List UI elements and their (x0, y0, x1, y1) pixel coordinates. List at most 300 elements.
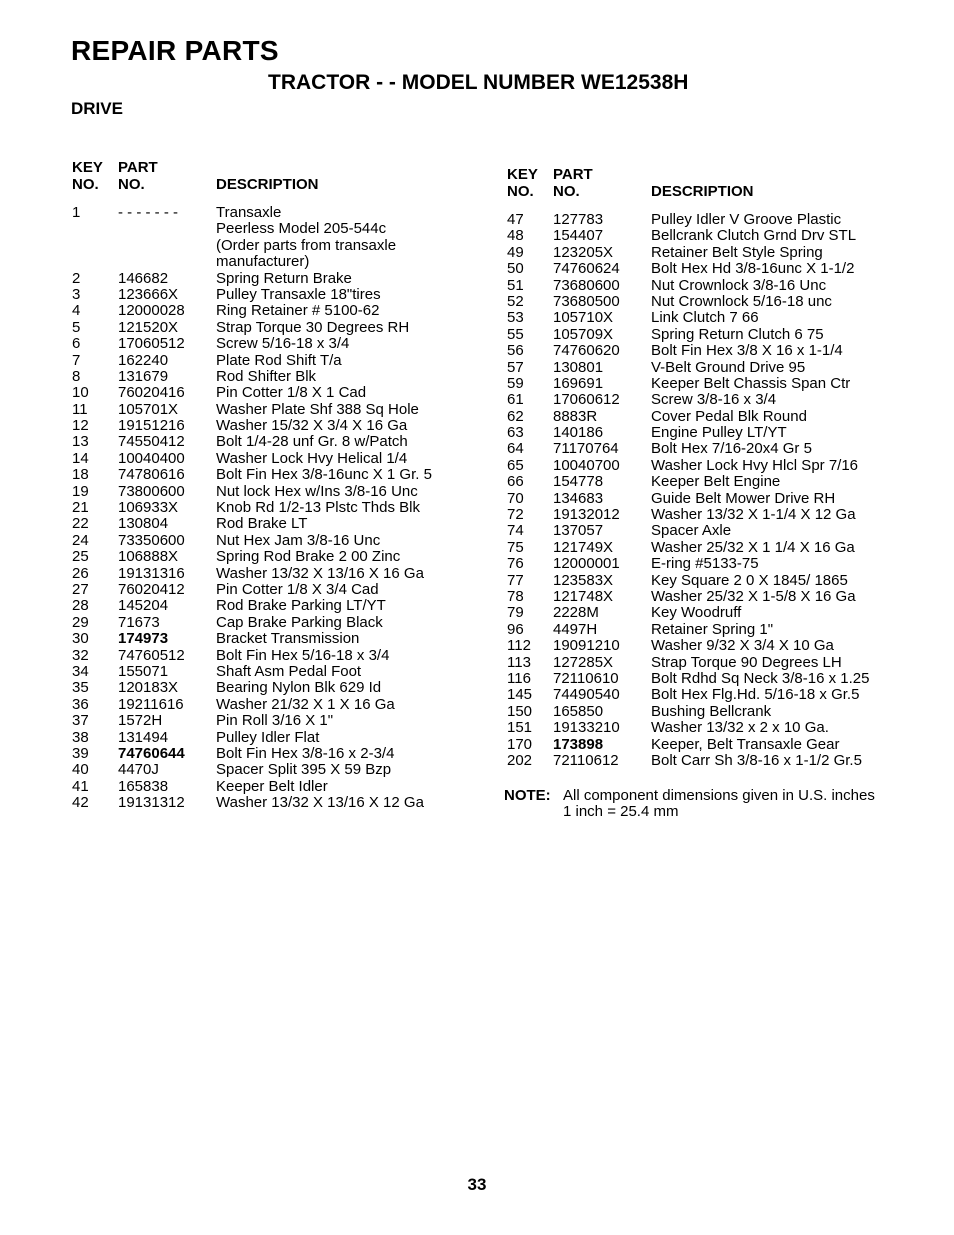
key-number: 113 (507, 653, 531, 671)
table-row (72, 533, 452, 549)
part-number: 165838 (118, 777, 169, 795)
part-description: Nut Hex Jam 3/8-16 Unc (216, 531, 381, 549)
part-number: 121520X (118, 318, 179, 336)
part-description: Bolt Fin Hex 3/8-16unc X 1 Gr. 5 (216, 466, 432, 484)
table-row (72, 418, 452, 434)
key-number: 3 (72, 285, 81, 303)
part-description: Pulley Idler Flat (216, 728, 320, 746)
key-number: 14 (72, 449, 89, 467)
key-number: 26 (72, 564, 89, 582)
table-row (72, 746, 452, 762)
key-number: 38 (72, 728, 89, 746)
part-number: 74550412 (118, 433, 185, 451)
table-row (507, 622, 907, 638)
part-number: 162240 (118, 351, 169, 369)
table-row (507, 687, 907, 703)
key-number: 63 (507, 424, 524, 442)
key-number: 51 (507, 276, 524, 294)
part-number: 72110612 (553, 751, 619, 769)
part-description: Bolt Hex Hd 3/8-16unc X 1-1/2 (651, 260, 855, 278)
table-row (72, 795, 452, 811)
key-number: 28 (72, 597, 89, 615)
key-number: 30 (72, 630, 89, 648)
key-no-header-line1: KEY (507, 166, 538, 183)
key-number: 13 (72, 433, 89, 451)
table-row (72, 697, 452, 713)
table-row (507, 360, 907, 376)
key-number: 1 (72, 204, 81, 221)
part-number: 4497H (553, 620, 598, 638)
table-header (72, 159, 452, 193)
part-description: Bolt 1/4-28 unf Gr. 8 w/Patch (216, 433, 408, 451)
table-row (72, 648, 452, 664)
part-description: Bolt Fin Hex 3/8-16 x 2-3/4 (216, 744, 395, 762)
table-row (72, 320, 452, 336)
key-number: 11 (72, 400, 88, 418)
part-description: Washer 21/32 X 1 X 16 Ga (216, 695, 395, 713)
part-description: Transaxle (216, 204, 282, 221)
table-row (72, 615, 452, 631)
part-description: Washer Plate Shf 388 Sq Hole (216, 400, 419, 418)
key-number: 57 (507, 358, 524, 376)
part-description: Ring Retainer # 5100-62 (216, 302, 380, 320)
key-number: 96 (507, 620, 524, 638)
key-number: 42 (72, 794, 89, 812)
part-description: Keeper Belt Idler (216, 777, 328, 795)
part-description: Screw 3/8-16 x 3/4 (651, 391, 777, 409)
table-row (72, 549, 452, 565)
table-row (72, 484, 452, 500)
key-number: 35 (72, 679, 89, 697)
table-row (507, 441, 907, 457)
part-number: 134683 (553, 489, 604, 507)
table-row (507, 753, 907, 769)
note-line-1: All component dimensions given in U.S. inches (563, 787, 875, 804)
part-description: manufacturer) (216, 253, 310, 271)
part-number: 123583X (553, 571, 614, 589)
table-row (72, 762, 452, 778)
table-row (72, 303, 452, 319)
part-description: Washer Lock Hvy Helical 1/4 (216, 449, 408, 467)
key-number: 62 (507, 407, 524, 425)
part-number: 123666X (118, 285, 179, 303)
part-description: Retainer Spring 1" (651, 620, 774, 638)
key-number: 39 (72, 744, 89, 762)
part-number: 145204 (118, 597, 169, 615)
part-description: Cover Pedal Blk Round (651, 407, 807, 425)
key-number: 24 (72, 531, 89, 549)
key-number: 116 (507, 669, 531, 687)
part-description: Washer Lock Hvy Hlcl Spr 7/16 (651, 456, 859, 474)
table-row (72, 238, 452, 254)
part-number: 76020412 (118, 580, 185, 598)
part-number: 74760644 (118, 744, 185, 762)
part-description: Bolt Hex 7/16-20x4 Gr 5 (651, 440, 812, 458)
part-description: Spring Return Clutch 6 75 (651, 325, 824, 343)
part-number: 174973 (118, 630, 169, 648)
table-row (72, 467, 452, 483)
key-number: 37 (72, 712, 89, 730)
part-number: 105701X (118, 400, 179, 418)
part-description: Bolt Carr Sh 3/8-16 x 1-1/2 Gr.5 (651, 751, 862, 769)
part-description: Cap Brake Parking Black (216, 613, 383, 631)
table-row (507, 294, 907, 310)
table-row (507, 605, 907, 621)
part-number: 155071 (118, 662, 169, 680)
part-number: 123205X (553, 243, 614, 261)
key-number: 10 (72, 384, 89, 402)
part-number: 1572H (118, 712, 163, 730)
part-number: 121749X (553, 538, 614, 556)
table-row (72, 680, 452, 696)
table-row (72, 287, 452, 303)
table-row (72, 353, 452, 369)
part-description: E-ring #5133-75 (651, 555, 759, 573)
table-header (507, 166, 907, 200)
part-number: 72110610 (553, 669, 619, 687)
part-number: 12000028 (118, 302, 185, 320)
part-no-header-line1: PART (553, 166, 593, 183)
part-description: Keeper Belt Engine (651, 473, 781, 491)
part-description: (Order parts from transaxle (216, 236, 397, 254)
key-number: 50 (507, 260, 524, 278)
part-number: 74760512 (118, 646, 185, 664)
table-row (507, 737, 907, 753)
part-number: 2228M (553, 604, 599, 622)
part-description: Washer 13/32 X 13/16 X 16 Ga (216, 564, 424, 582)
key-number: 52 (507, 292, 524, 310)
part-number: 74780616 (118, 466, 185, 484)
part-number: 130804 (118, 515, 169, 533)
table-row (72, 713, 452, 729)
key-number: 22 (72, 515, 89, 533)
part-description: Strap Torque 30 Degrees RH (216, 318, 410, 336)
key-number: 8 (72, 367, 81, 385)
table-row (72, 779, 452, 795)
part-description: Washer 13/32 x 2 x 10 Ga. (651, 719, 829, 737)
part-description: Plate Rod Shift T/a (216, 351, 342, 369)
part-description: Washer 13/32 X 1-1/4 X 12 Ga (651, 506, 856, 524)
key-number: 151 (507, 719, 533, 737)
part-number: 17060512 (118, 335, 185, 353)
part-description: Peerless Model 205-544c (216, 220, 387, 238)
key-number: 21 (72, 499, 89, 517)
section-heading: DRIVE (71, 99, 123, 118)
key-number: 34 (72, 662, 89, 680)
part-number: 154407 (553, 227, 604, 245)
table-row (72, 271, 452, 287)
key-number: 170 (507, 735, 533, 753)
part-number: 130801 (553, 358, 604, 376)
part-description: Rod Brake LT (216, 515, 308, 533)
table-row (72, 402, 452, 418)
key-no-header-line2: NO. (507, 183, 534, 200)
part-description: Washer 15/32 X 3/4 X 16 Ga (216, 417, 408, 435)
key-number: 70 (507, 489, 524, 507)
table-row (507, 507, 907, 523)
part-description: V-Belt Ground Drive 95 (651, 358, 806, 376)
part-no-header-line2: NO. (553, 183, 580, 200)
key-no-header-line2: NO. (72, 176, 99, 193)
parts-table-left (72, 159, 452, 811)
part-number: 76020416 (118, 384, 185, 402)
part-number: 154778 (553, 473, 604, 491)
part-description: Bearing Nylon Blk 629 Id (216, 679, 382, 697)
description-header: DESCRIPTION (651, 183, 754, 200)
table-row (507, 376, 907, 392)
key-number: 12 (72, 417, 89, 435)
key-number: 19 (72, 482, 89, 500)
table-row (507, 458, 907, 474)
key-number: 53 (507, 309, 524, 327)
model-subtitle: TRACTOR - - MODEL NUMBER WE12538H (268, 71, 689, 94)
part-number: 131679 (118, 367, 169, 385)
part-number: 4470J (118, 761, 159, 779)
key-number: 78 (507, 587, 524, 605)
part-number: 71673 (118, 613, 160, 631)
part-description: Pin Roll 3/16 X 1" (216, 712, 334, 730)
part-description: Rod Brake Parking LT/YT (216, 597, 386, 615)
table-row (72, 582, 452, 598)
part-description: Spacer Axle (651, 522, 732, 540)
table-row (507, 589, 907, 605)
part-description: Nut lock Hex w/Ins 3/8-16 Unc (216, 482, 418, 500)
table-row (72, 500, 452, 516)
part-description: Guide Belt Mower Drive RH (651, 489, 836, 507)
table-row (507, 310, 907, 326)
key-number: 74 (507, 522, 524, 540)
part-description: Pulley Transaxle 18"tires (216, 285, 381, 303)
table-row (72, 205, 452, 221)
part-description: Pin Cotter 1/8 X 1 Cad (216, 384, 367, 402)
table-row (507, 523, 907, 539)
table-row (507, 343, 907, 359)
table-row (507, 425, 907, 441)
part-number: 17060612 (553, 391, 620, 409)
table-row (507, 638, 907, 654)
key-number: 79 (507, 604, 524, 622)
part-number: 71170764 (553, 440, 619, 458)
table-row (72, 254, 452, 270)
part-description: Retainer Belt Style Spring (651, 243, 823, 261)
part-number: 73350600 (118, 531, 185, 549)
table-row (507, 573, 907, 589)
key-number: 55 (507, 325, 524, 343)
key-number: 202 (507, 751, 533, 769)
part-description: Keeper, Belt Transaxle Gear (651, 735, 840, 753)
table-row (507, 491, 907, 507)
part-number: 10040700 (553, 456, 620, 474)
part-number: 140186 (553, 424, 604, 442)
part-description: Spring Rod Brake 2 00 Zinc (216, 548, 401, 566)
part-description: Strap Torque 90 Degrees LH (651, 653, 842, 671)
part-number: 19151216 (118, 417, 185, 435)
part-number: 105709X (553, 325, 614, 343)
key-number: 36 (72, 695, 89, 713)
part-number: 137057 (553, 522, 604, 540)
part-description: Washer 13/32 X 13/16 X 12 Ga (216, 794, 424, 812)
part-number: 105710X (553, 309, 614, 327)
table-row (72, 631, 452, 647)
key-number: 41 (72, 777, 89, 795)
key-number: 25 (72, 548, 89, 566)
part-description: Washer 25/32 X 1-5/8 X 16 Ga (651, 587, 856, 605)
table-row (72, 385, 452, 401)
key-number: 47 (507, 211, 524, 228)
key-number: 27 (72, 580, 89, 598)
parts-table-right (507, 166, 907, 769)
table-row (507, 556, 907, 572)
key-number: 150 (507, 702, 533, 720)
table-row (72, 336, 452, 352)
part-description: Keeper Belt Chassis Span Ctr (651, 374, 851, 392)
key-number: 61 (507, 391, 524, 409)
table-row (507, 540, 907, 556)
part-description: Washer 9/32 X 3/4 X 10 Ga (651, 637, 834, 655)
page-number: 33 (467, 1175, 487, 1194)
key-number: 66 (507, 473, 524, 491)
part-description: Bolt Fin Hex 3/8 X 16 x 1-1/4 (651, 342, 843, 360)
part-no-header-line2: NO. (118, 176, 145, 193)
part-description: Pulley Idler V Groove Plastic (651, 211, 842, 228)
key-no-header-line1: KEY (72, 159, 103, 176)
key-number: 18 (72, 466, 89, 484)
part-number: 165850 (553, 702, 604, 720)
part-description: Spacer Split 395 X 59 Bzp (216, 761, 392, 779)
key-number: 7 (72, 351, 81, 369)
part-description: Washer 25/32 X 1 1/4 X 16 Ga (651, 538, 855, 556)
part-description: Nut Crownlock 5/16-18 unc (651, 292, 832, 310)
part-description: Link Clutch 7 66 (651, 309, 759, 327)
part-description: Bolt Rdhd Sq Neck 3/8-16 x 1.25 (651, 669, 870, 687)
part-number: 19091210 (553, 637, 620, 655)
table-row (507, 327, 907, 343)
table-row (72, 730, 452, 746)
part-no-header-line1: PART (118, 159, 158, 176)
part-number: - - - - - - - (118, 204, 178, 221)
part-description: Bolt Hex Flg.Hd. 5/16-18 x Gr.5 (651, 686, 860, 704)
table-row (507, 409, 907, 425)
part-number: 19131312 (118, 794, 185, 812)
table-row (507, 474, 907, 490)
key-number: 75 (507, 538, 524, 556)
part-description: Engine Pulley LT/YT (651, 424, 787, 442)
part-number: 12000001 (553, 555, 620, 573)
table-row (72, 598, 452, 614)
part-number: 120183X (118, 679, 179, 697)
key-number: 72 (507, 506, 524, 524)
table-row (507, 261, 907, 277)
part-description: Bellcrank Clutch Grnd Drv STL (651, 227, 857, 245)
part-description: Spring Return Brake (216, 269, 352, 287)
part-number: 173898 (553, 735, 604, 753)
table-row (72, 566, 452, 582)
table-row (507, 392, 907, 408)
part-description: Bushing Bellcrank (651, 702, 772, 720)
table-row (72, 516, 452, 532)
key-number: 64 (507, 440, 524, 458)
key-number: 5 (72, 318, 81, 336)
part-description: Screw 5/16-18 x 3/4 (216, 335, 350, 353)
key-number: 76 (507, 555, 524, 573)
table-row (507, 720, 907, 736)
key-number: 65 (507, 456, 524, 474)
table-row (507, 245, 907, 261)
part-number: 19131316 (118, 564, 185, 582)
part-number: 121748X (553, 587, 614, 605)
part-description: Pin Cotter 1/8 X 3/4 Cad (216, 580, 379, 598)
note-label: NOTE: (504, 787, 551, 804)
table-row (72, 451, 452, 467)
part-number: 106888X (118, 548, 179, 566)
key-number: 112 (507, 637, 531, 655)
page-title: REPAIR PARTS (71, 35, 279, 66)
table-row (507, 228, 907, 244)
key-number: 40 (72, 761, 89, 779)
part-number: 8883R (553, 407, 598, 425)
part-number: 73800600 (118, 482, 185, 500)
part-description: Nut Crownlock 3/8-16 Unc (651, 276, 827, 294)
part-description: Shaft Asm Pedal Foot (216, 662, 362, 680)
part-description: Bolt Fin Hex 5/16-18 x 3/4 (216, 646, 390, 664)
part-number: 169691 (553, 374, 604, 392)
key-number: 49 (507, 243, 524, 261)
note-line-2: 1 inch = 25.4 mm (563, 803, 679, 821)
part-number: 127285X (553, 653, 614, 671)
table-row (507, 704, 907, 720)
key-number: 145 (507, 686, 533, 704)
key-number: 29 (72, 613, 89, 631)
part-number: 74760624 (553, 260, 620, 278)
key-number: 77 (507, 571, 524, 589)
part-number: 74760620 (553, 342, 620, 360)
part-description: Bracket Transmission (216, 630, 360, 648)
table-row (72, 664, 452, 680)
key-number: 4 (72, 302, 81, 320)
key-number: 59 (507, 374, 524, 392)
table-body (507, 212, 907, 769)
part-number: 146682 (118, 269, 169, 287)
part-number: 10040400 (118, 449, 185, 467)
table-row (507, 212, 907, 228)
description-header: DESCRIPTION (216, 176, 319, 193)
key-number: 56 (507, 342, 524, 360)
key-number: 48 (507, 227, 524, 245)
table-row (72, 434, 452, 450)
table-row (507, 655, 907, 671)
part-number: 73680500 (553, 292, 620, 310)
table-row (507, 278, 907, 294)
part-number: 19211616 (118, 695, 184, 713)
part-description: Key Square 2 0 X 1845/ 1865 (651, 571, 848, 589)
table-row (507, 671, 907, 687)
part-number: 73680600 (553, 276, 620, 294)
part-number: 19132012 (553, 506, 620, 524)
key-number: 32 (72, 646, 89, 664)
key-number: 2 (72, 269, 81, 287)
part-number: 19133210 (553, 719, 620, 737)
part-description: Rod Shifter Blk (216, 367, 317, 385)
part-number: 131494 (118, 728, 169, 746)
part-description: Key Woodruff (651, 604, 742, 622)
table-row (72, 221, 452, 237)
part-description: Knob Rd 1/2-13 Plstc Thds Blk (216, 499, 420, 517)
part-number: 127783 (553, 211, 604, 228)
part-number: 106933X (118, 499, 179, 517)
table-row (72, 369, 452, 385)
table-body (72, 205, 452, 811)
part-number: 74490540 (553, 686, 620, 704)
